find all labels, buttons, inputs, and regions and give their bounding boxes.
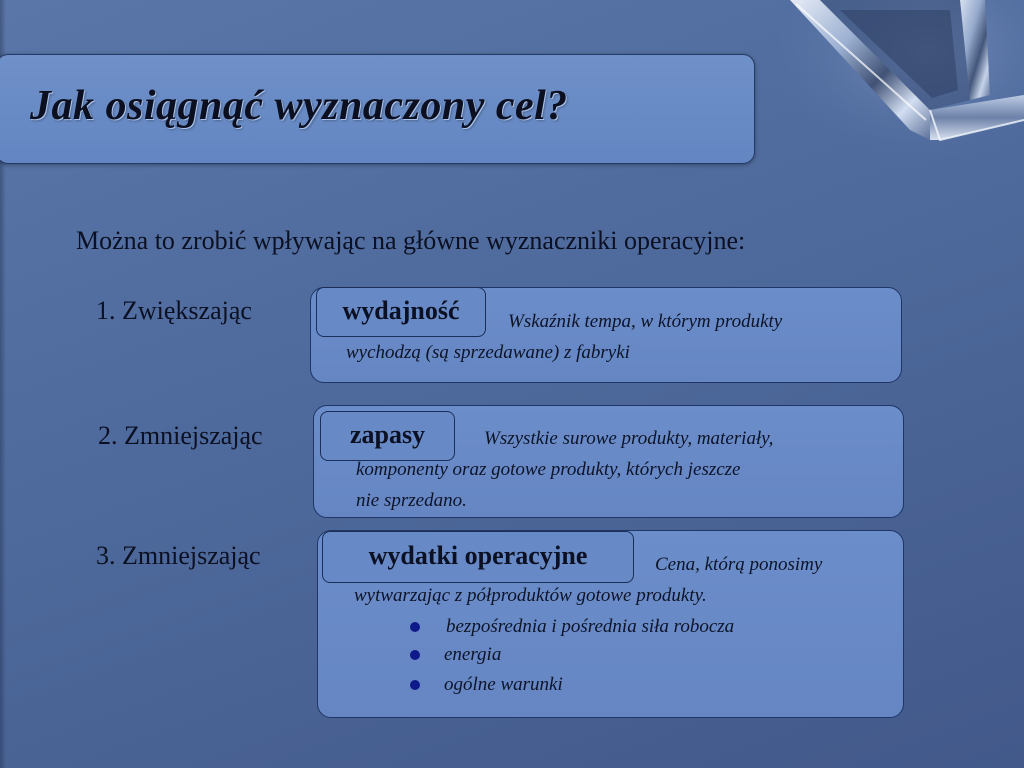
description-line: Wskaźnik tempa, w którym produkty: [508, 311, 783, 332]
bullet-text: energia: [444, 644, 502, 665]
description-line: wychodzą (są sprzedawane) z fabryki: [346, 342, 630, 363]
term-box-wydajnosc: wydajność: [316, 287, 486, 337]
intro-text: Można to zrobić wpływając na główne wyznaczniki operacyjne:: [76, 226, 746, 255]
slide-title: Jak osiągnąć wyznaczony cel?: [30, 83, 568, 129]
description-line: wytwarzając z półproduktów gotowe produkty.: [354, 585, 707, 606]
description-line: Cena, którą ponosimy: [655, 554, 823, 575]
description-line: komponenty oraz gotowe produkty, których jeszcze: [356, 459, 741, 480]
bullet-item: [410, 671, 563, 699]
bullet-item: [410, 613, 734, 641]
bullet-text: ogólne warunki: [444, 674, 563, 695]
description-line: Wszystkie surowe produkty, materiały,: [484, 428, 774, 449]
bullet-item: [410, 641, 501, 669]
item-label-3: 3. Zmniejszając: [96, 541, 261, 570]
chrome-cube-decoration: [780, 0, 1024, 170]
bullet-text: bezpośrednia i pośrednia siła robocza: [446, 616, 735, 637]
term-box-wydatki-operacyjne: wydatki operacyjne: [322, 531, 634, 583]
bullet-icon: [410, 650, 420, 660]
item-label-2: 2. Zmniejszając: [98, 421, 263, 450]
term-box-zapasy: zapasy: [320, 411, 455, 461]
description-line: nie sprzedano.: [356, 490, 467, 511]
bullet-icon: [410, 622, 420, 632]
item-label-1: 1. Zwiększając: [96, 296, 252, 325]
bullet-icon: [410, 680, 420, 690]
